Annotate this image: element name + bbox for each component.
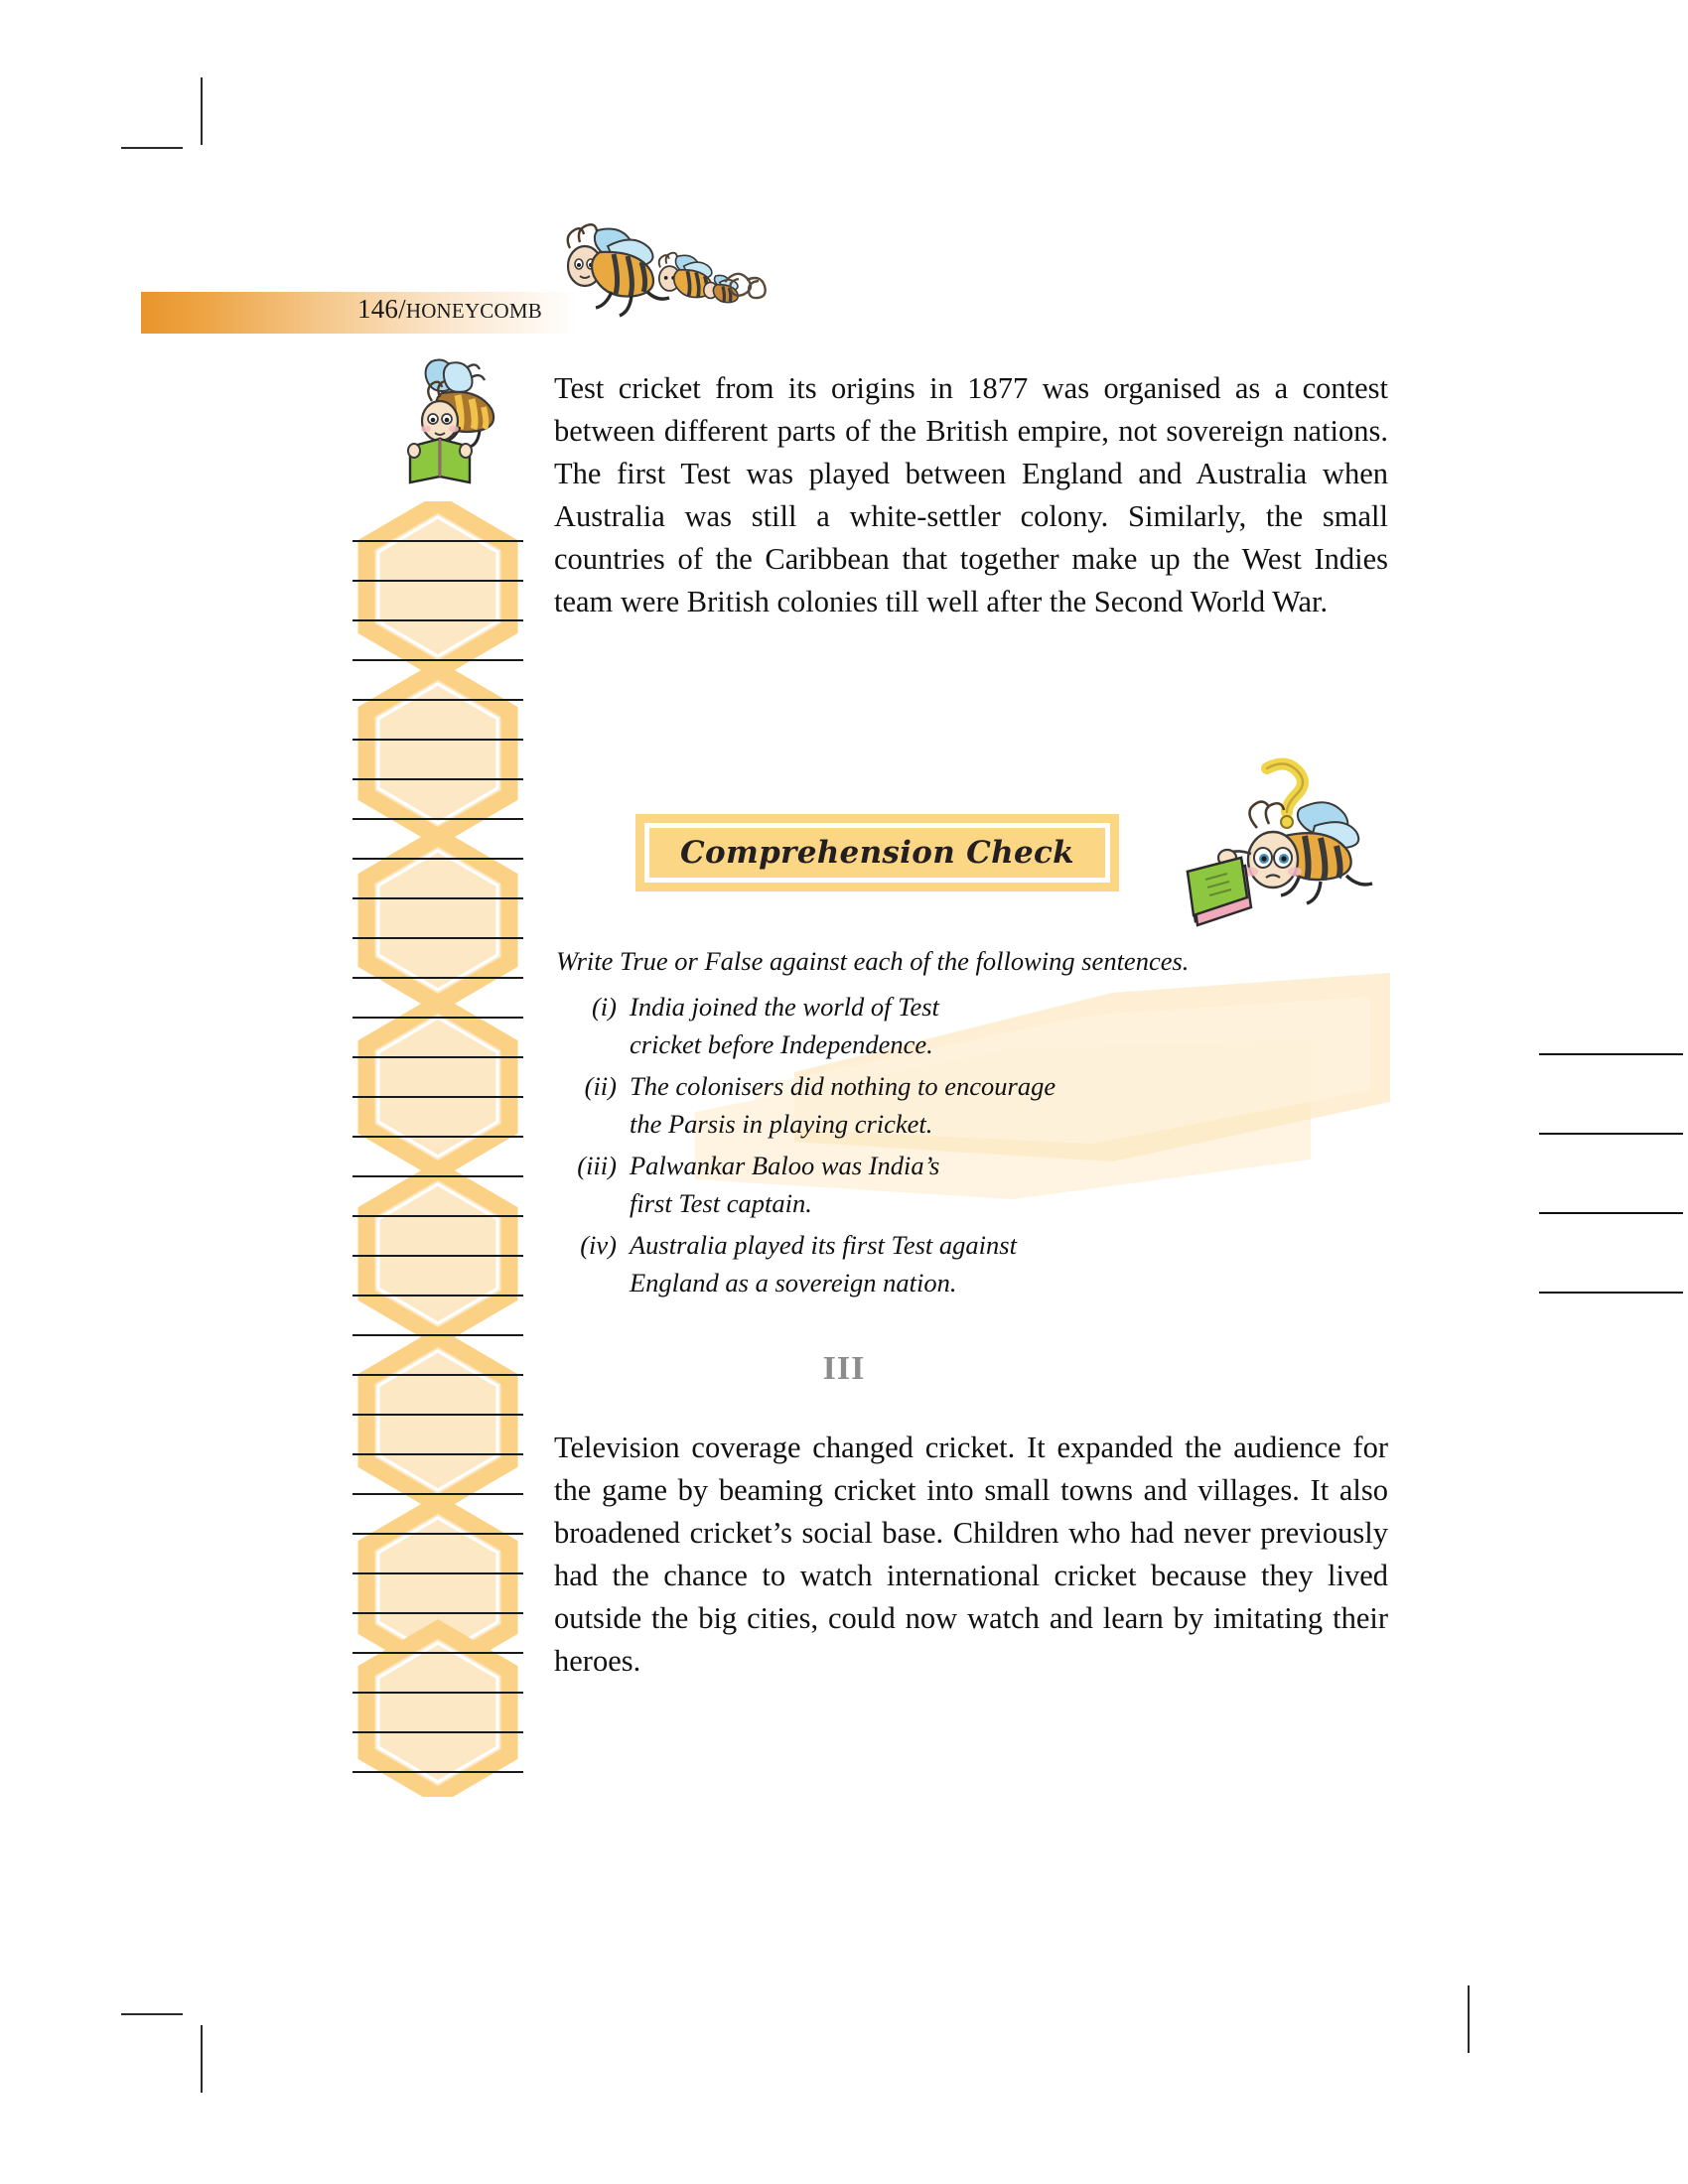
answer-blank[interactable]: [1539, 1292, 1683, 1294]
list-item-marker: (iii): [577, 1151, 617, 1180]
paragraph-television-coverage: Television coverage changed cricket. It expanded the audience for the game by beaming cricket into small towns and villages. It also broadened cricket’s social base. Children who had never previously had the chance to watch international cricket because they lived outside the big cities, could now watch and learn by imitating their heroes.: [554, 1431, 1388, 1678]
reading-bee-icon: [402, 355, 511, 484]
true-false-instruction: Write True or False against each of the following sentences.: [556, 946, 1190, 976]
list-item-line-1: India joined the world of Test: [630, 992, 939, 1022]
crop-mark-top-left-vertical: [201, 77, 203, 145]
list-item: [556, 1067, 1395, 1143]
list-item-text: [630, 988, 1395, 1063]
comprehension-check-inner-border: [644, 823, 1110, 883]
list-item-text: [630, 1147, 1395, 1222]
true-false-question-list: [556, 988, 1395, 1305]
list-item-marker: (ii): [584, 1071, 617, 1101]
list-item-line-1: The colonisers did nothing to encourage: [630, 1071, 1056, 1101]
crop-mark-bottom-right-vertical: [1468, 1985, 1470, 2053]
book-title-rest: ONEYCOMB: [421, 299, 542, 323]
answer-blank[interactable]: [1539, 1133, 1683, 1135]
section-marker-roman: III: [822, 1350, 866, 1387]
list-item: [556, 1226, 1395, 1301]
book-title: H: [405, 299, 422, 323]
crop-mark-bottom-left-vertical: [201, 2025, 203, 2093]
list-item-line-1: Australia played its first Test against: [630, 1230, 1017, 1260]
comprehension-check-box: [635, 814, 1119, 891]
list-item-line-2: [630, 1264, 1395, 1301]
answer-blank[interactable]: [1539, 1212, 1683, 1214]
list-item-marker: (iv): [580, 1230, 617, 1260]
flying-bees-icon: [536, 220, 784, 330]
list-item-line-2-text: England as a sovereign nation.: [630, 1268, 957, 1297]
honeycomb-margin-decoration: [352, 501, 523, 1797]
list-item-line-2: [630, 1184, 1395, 1222]
list-item-text: [630, 1226, 1395, 1301]
crop-mark-top-left-horizontal: [121, 147, 183, 149]
page-header-label: [357, 294, 542, 325]
list-item-line-2: [630, 1025, 1395, 1063]
paragraph-test-cricket-origins: Test cricket from its origins in 1877 was organised as a contest between different parts of the British empire, not sovereign nations. The first Test was played between England and Australia when Australia was still a white-settler colony. Similarly, the small countries of the Caribbean that together make up the West Indies team were British colonies till well after the Second World War.: [554, 371, 1388, 618]
comprehension-check-heading: Comprehension Check: [680, 835, 1074, 871]
list-item: [556, 988, 1395, 1063]
answer-blank[interactable]: [1539, 1053, 1683, 1055]
list-item-text: [630, 1067, 1395, 1143]
question-bee-icon: [1170, 756, 1383, 930]
page-number: 146: [357, 294, 399, 324]
crop-mark-bottom-left-horizontal: [121, 2013, 183, 2015]
list-item-line-2-text: first Test captain.: [630, 1188, 812, 1218]
list-item-line-2: [630, 1105, 1395, 1143]
list-item-line-2-text: cricket before Independence.: [630, 1029, 933, 1059]
list-item: [556, 1147, 1395, 1222]
list-item-line-1: Palwankar Baloo was India’s: [630, 1151, 940, 1180]
list-item-marker: (i): [591, 992, 617, 1022]
list-item-line-2-text: the Parsis in playing cricket.: [630, 1109, 933, 1139]
header-separator: /: [398, 294, 406, 324]
